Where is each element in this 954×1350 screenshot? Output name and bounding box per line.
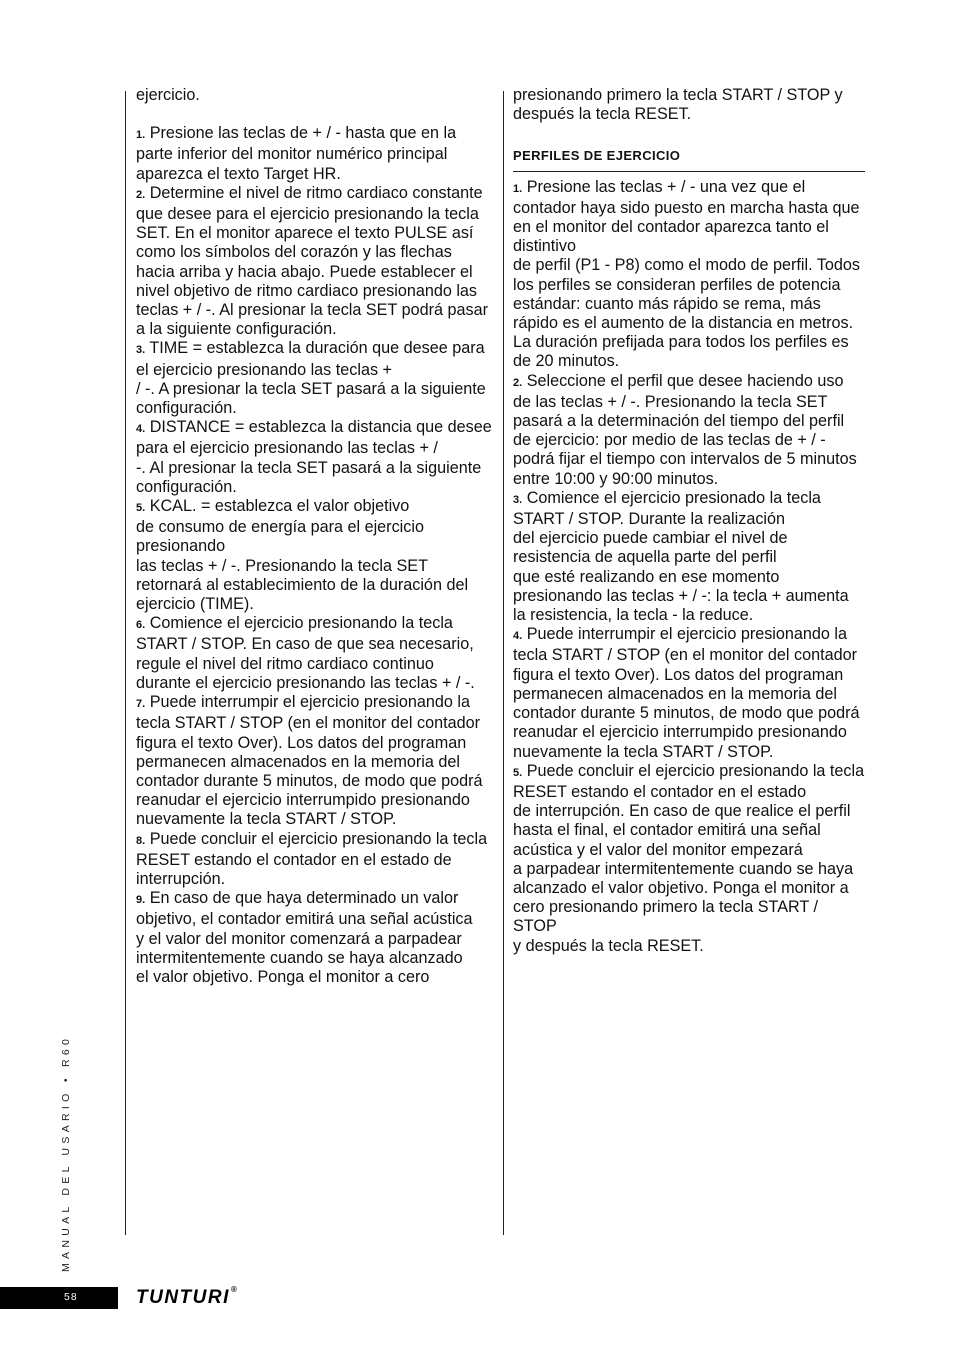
list-item: 4. DISTANCE = establezca la distancia que desee para el ejercicio presionando las teclas + / xyxy=(136,418,492,458)
list-item-continuation: estándar: cuanto más rápido se rema, más rápido es el aumento de la distancia en metros. xyxy=(513,294,854,333)
list-item: 5. Puede concluir el ejercicio presionando la tecla RESET estando el contador en el estado xyxy=(513,761,865,801)
list-item-continuation: contador durante 5 minutos, de modo que podrá reanudar el ejercicio interrumpido presionando xyxy=(136,771,483,810)
left-column xyxy=(136,86,492,987)
list-item: 7. Puede interrumpir el ejercicio presionando la tecla START / STOP (en el monitor del contador xyxy=(136,693,480,733)
list-item-continuation: y el valor del monitor comenzará a parpadear intermitentemente cuando se haya alcanzado xyxy=(136,929,463,967)
intro-text: presionando primero la tecla START / STOP y xyxy=(513,86,843,104)
list-item-continuation: y después la tecla RESET. xyxy=(513,936,704,955)
list-item-continuation: del ejercicio puede cambiar el nivel de resistencia de aquella parte del perfil xyxy=(513,529,788,567)
intro-text: ejercicio. xyxy=(136,86,200,104)
intro-text: después la tecla RESET. xyxy=(513,105,692,124)
list-item-continuation: figura el texto Over). Los datos del programan permanecen almacenados en la memoria del xyxy=(136,733,467,771)
list-item-continuation: nuevamente la tecla START / STOP. xyxy=(513,742,774,761)
list-item-continuation: que esté realizando en ese momento presionando las teclas + / -: la tecla + aumenta la resistencia, la tecla - la reduce. xyxy=(513,567,849,625)
right-column xyxy=(513,86,865,956)
list-item: 6. Comience el ejercicio presionando la tecla START / STOP. En caso de que sea necesario, xyxy=(136,614,474,654)
list-item: 3. Comience el ejercicio presionado la tecla START / STOP. Durante la realización xyxy=(513,488,821,529)
brand-name: TUNTURI xyxy=(136,1287,230,1308)
section-heading: PERFILES DE EJERCICIO xyxy=(513,146,865,171)
list-item-continuation: ejercicio (TIME). xyxy=(136,595,254,614)
list-item: 5. KCAL. = establezca el valor objetivo xyxy=(136,497,410,516)
paragraph-gap xyxy=(136,105,492,124)
list-item-continuation: alcanzado el valor objetivo. Ponga el monitor a cero presionando primero la tecla START / STOP xyxy=(513,878,849,936)
list-item: 3. TIME = establezca la duración que desee para el ejercicio presionando las teclas + xyxy=(136,339,485,379)
side-running-label: MANUAL DEL USARIO • R60 xyxy=(60,1034,72,1272)
page-number: 58 xyxy=(64,1291,78,1303)
list-item-continuation: figura el texto Over). Los datos del programan permanecen almacenados en la memoria del xyxy=(513,665,844,703)
list-item-continuation: nuevamente la tecla START / STOP. xyxy=(136,810,397,829)
list-item: 2. Seleccione el perfil que desee haciendo uso de las teclas + / -. Presionando la tecla SET xyxy=(513,371,844,411)
list-item-continuation: interrupción. xyxy=(136,869,226,888)
page-number-bar xyxy=(0,1287,118,1309)
list-item-continuation: acústica y el valor del monitor empezará xyxy=(513,840,803,859)
list-item: 9. En caso de que haya determinado un valor objetivo, el contador emitirá una señal acústica xyxy=(136,889,473,929)
list-item-continuation: el valor objetivo. Ponga el monitor a cero xyxy=(136,967,430,986)
tunturi-logo xyxy=(136,1287,238,1309)
list-item: 1. Presione las teclas de + / - hasta que en la parte inferior del monitor numérico principal aparezca el texto Target HR. xyxy=(136,124,457,183)
list-item: 2. Determine el nivel de ritmo cardiaco constante que desee para el ejercicio presionando la tecla xyxy=(136,183,483,224)
list-item-continuation: hacia arriba y hacia abajo. Puede establecer el nivel objetivo de ritmo cardiaco presionando las xyxy=(136,262,478,300)
list-item-continuation: de interrupción. En caso de que realice el perfil hasta el final, el contador emitirá una señal xyxy=(513,802,851,840)
list-item-continuation: teclas + / -. Al presionar la tecla SET podrá pasar a la siguiente configuración. xyxy=(136,301,488,339)
list-item-continuation: / -. A presionar la tecla SET pasará a la siguiente configuración. xyxy=(136,379,486,418)
column-divider xyxy=(503,91,504,1235)
list-item-continuation: las teclas + / -. Presionando la tecla SET retornará al establecimiento de la duración del xyxy=(136,556,469,594)
list-item-continuation: -. Al presionar la tecla SET pasará a la siguiente configuración. xyxy=(136,458,482,496)
list-item-continuation: SET. En el monitor aparece el texto PULSE así como los símbolos del corazón y las flechas xyxy=(136,224,474,262)
list-item-continuation: a parpadear intermitentemente cuando se haya xyxy=(513,859,854,878)
list-item-continuation: La duración prefijada para todos los perfiles es de 20 minutos. xyxy=(513,333,849,371)
list-item-continuation: de consumo de energía para el ejercicio presionando xyxy=(136,518,424,556)
list-item-continuation: pasará a la determinación del tiempo del perfil de ejercicio: por medio de las teclas de + / - podrá fijar el tiempo con intervalos de 5 minutos entre 10:00 y 90:00 minutos. xyxy=(513,412,857,488)
left-margin-rule xyxy=(125,91,126,1235)
list-item-continuation: contador durante 5 minutos, de modo que podrá reanudar el ejercicio interrumpido presionando xyxy=(513,704,860,742)
registered-mark: ® xyxy=(230,1285,239,1294)
list-item: 1. Presione las teclas + / - una vez que el contador haya sido puesto en marcha hasta que en el monitor del contador aparezca tanto el distintivo xyxy=(513,177,860,256)
list-item: 8. Puede concluir el ejercicio presionando la tecla RESET estando el contador en el estado de xyxy=(136,829,488,869)
list-item: 4. Puede interrumpir el ejercicio presionando la tecla START / STOP (en el monitor del contador xyxy=(513,625,857,665)
list-item-continuation: regule el nivel del ritmo cardiaco continuo durante el ejercicio presionando las teclas + / -. xyxy=(136,654,475,692)
list-item-continuation: de perfil (P1 - P8) como el modo de perfil. Todos los perfiles se consideran perfiles de potencia xyxy=(513,256,861,294)
